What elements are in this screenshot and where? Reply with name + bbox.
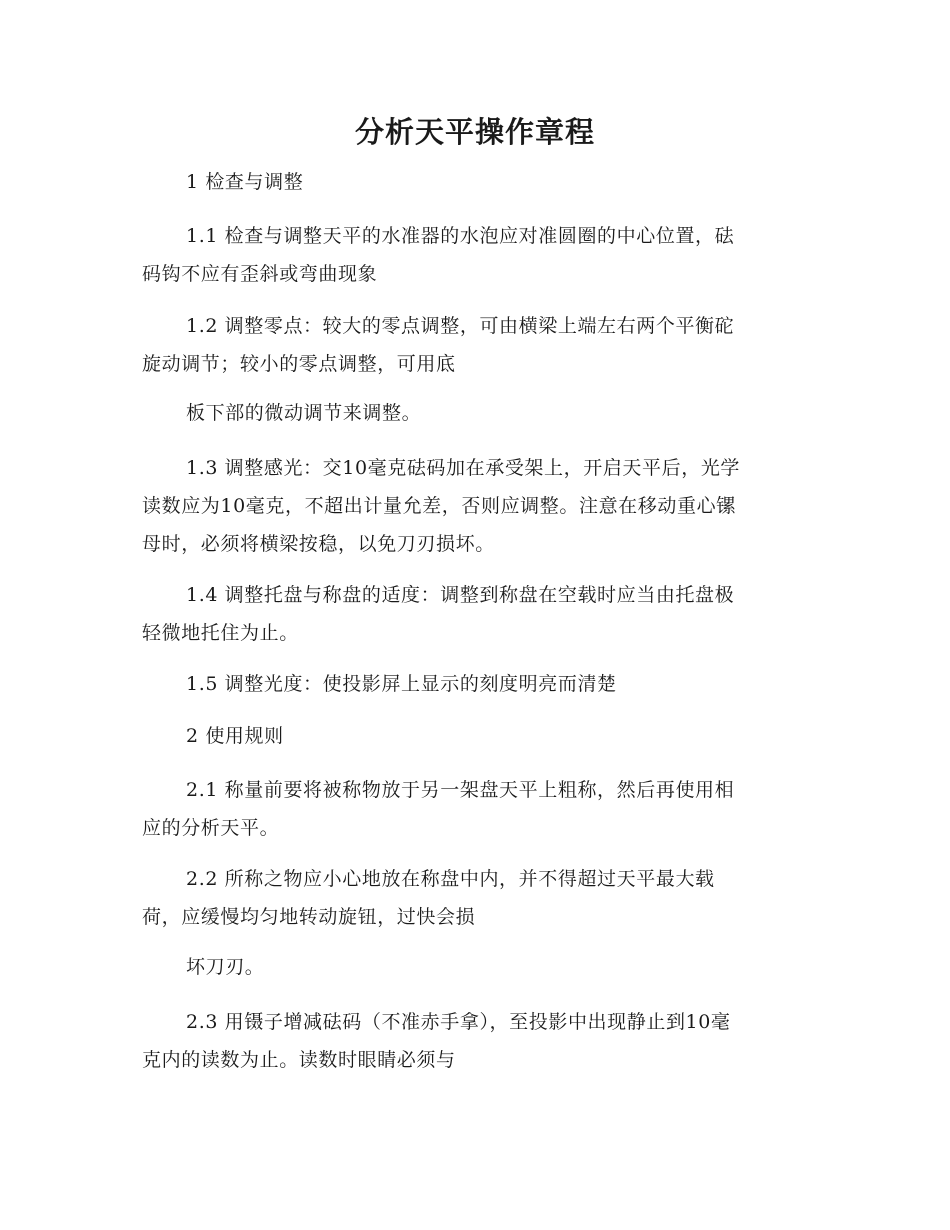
paragraph-2-2-continued [142,948,802,986]
text-line: 码钩不应有歪斜或弯曲现象 [142,263,378,285]
section-heading-1 [142,163,802,201]
paragraph-1-4 [142,576,802,652]
text-line: 1.2 调整零点：较大的零点调整，可由横梁上端左右两个平衡砣 [186,315,735,337]
text-line: 1.1 检查与调整天平的水准器的水泡应对准圆圈的中心位置，砝 [186,225,735,247]
text-line: 应的分析天平。 [142,817,280,839]
text-line: 荷，应缓慢均匀地转动旋钮，过快会损 [142,906,476,928]
text-line: 旋动调节；较小的零点调整，可用底 [142,353,456,375]
paragraph-1-2-continued [142,394,802,432]
document-title: 分析天平操作章程 [354,115,595,149]
text-line: 1 检查与调整 [186,171,304,193]
text-line: 克内的读数为止。读数时眼睛必须与 [142,1049,456,1071]
section-heading-2 [142,717,802,755]
text-line: 2.1 称量前要将被称物放于另一架盘天平上粗称，然后再使用相 [186,779,735,801]
text-line: 轻微地托住为止。 [142,622,299,644]
text-line: 2 使用规则 [186,725,284,747]
text-line: 2.2 所称之物应小心地放在称盘中内，并不得超过天平最大载 [186,868,715,890]
text-line: 板下部的微动调节来调整。 [186,402,422,424]
text-line: 坏刀刃。 [186,956,265,978]
paragraph-2-2 [142,860,802,936]
text-line: 读数应为10毫克，不超出计量允差，否则应调整。注意在移动重心镙 [142,495,736,517]
text-line: 1.3 调整感光：交10毫克砝码加在承受架上，开启天平后，光学 [186,457,741,479]
text-line: 2.3 用镊子增减砝码（不准赤手拿），至投影中出现静止到10毫 [186,1011,731,1033]
text-line: 母时，必须将横梁按稳，以免刀刃损坏。 [142,533,495,555]
paragraph-2-1 [142,771,802,847]
paragraph-1-1 [142,217,802,293]
text-line: 1.5 调整光度：使投影屏上显示的刻度明亮而清楚 [186,673,617,695]
text-line: 1.4 调整托盘与称盘的适度：调整到称盘在空载时应当由托盘极 [186,584,735,606]
paragraph-1-2 [142,307,802,383]
paragraph-2-3 [142,1003,802,1079]
paragraph-1-3 [142,449,802,563]
paragraph-1-5 [142,665,802,703]
